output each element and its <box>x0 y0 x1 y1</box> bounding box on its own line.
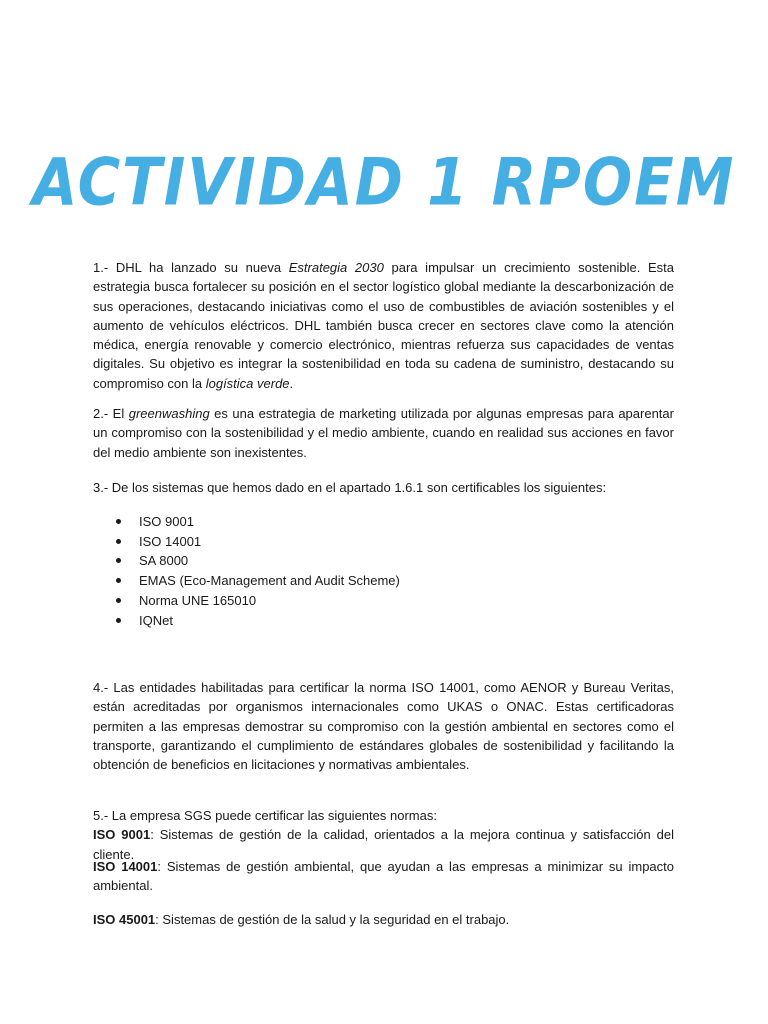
paragraph-2-emphasis-greenwashing: greenwashing <box>128 406 210 421</box>
paragraph-1-text-a: 1.- DHL ha lanzado su nueva <box>93 260 289 275</box>
norm-iso-14001 <box>93 857 674 896</box>
bullet-icon <box>116 618 121 623</box>
list-item-label: ISO 14001 <box>139 533 202 549</box>
paragraph-3: 3.- De los sistemas que hemos dado en el apartado 1.6.1 son certificables los siguientes: <box>93 480 607 495</box>
norm-description: : Sistemas de gestión de la calidad, orientados a la mejora continua y satisfacción del cliente. <box>93 827 674 862</box>
paragraph-5 <box>93 806 674 864</box>
list-item <box>115 512 400 532</box>
norm-description: : Sistemas de gestión de la salud y la seguridad en el trabajo. <box>155 912 510 927</box>
paragraph-2-text-a: 2.- El <box>93 406 129 421</box>
list-item <box>115 611 400 631</box>
norm-code: ISO 14001 <box>93 859 158 874</box>
list-item-label: IQNet <box>139 612 173 628</box>
bullet-icon <box>116 558 121 563</box>
paragraph-1-emphasis-green-logistics: logística verde <box>205 375 290 391</box>
paragraph-1-emphasis-strategy: Estrategia 2030 <box>288 260 384 275</box>
list-item <box>115 591 400 611</box>
bullet-icon <box>116 578 121 583</box>
paragraph-2-text-b: es una estrategia de marketing utilizada por algunas empresas para aparentar un compromiso con la sostenibilidad y el medio ambiente, cuando en realidad sus acciones en favor del medio ambiente son inexistentes. <box>93 406 674 460</box>
norm-description: : Sistemas de gestión ambiental, que ayudan a las empresas a minimizar su impacto ambiental. <box>93 859 675 894</box>
norm-iso-45001 <box>93 910 674 929</box>
paragraph-4: 4.- Las entidades habilitadas para certificar la norma ISO 14001, como AENOR y Bureau Veritas, están acreditadas por organismos internacionales como UKAS o ONAC. Estas certificadoras permiten a las empresas demostrar su compromiso con la gestión ambiental en sectores como el transporte, garantizando el cumplimiento de estándares globales de sostenibilidad y facilitando la obtención de beneficios en licitaciones y normativas ambientales. <box>93 680 674 773</box>
page-title: ACTIVIDAD 1 RPOEM <box>32 143 736 221</box>
paragraph-2 <box>93 404 674 462</box>
list-item-label: Norma UNE 165010 <box>139 592 257 608</box>
certifiable-systems-list <box>115 512 400 630</box>
list-item-label: EMAS (Eco-Management and Audit Scheme) <box>139 573 400 589</box>
list-item <box>115 532 400 552</box>
paragraph-1-text-b: para impulsar un crecimiento sostenible. Esta estrategia busca fortalecer su posición en el sector logístico global mediante la descarbonización de sus operaciones, destacando iniciativas como el uso de combustibles de aviación sostenibles y el aumento de vehículos eléctricos. DHL también busca crecer en sectores clave como la atención médica, energía renovable y comercio electrónico, mientras refuerza sus capacidades de ventas digitales. Su objetivo es integrar la sostenibilidad en toda su cadena de suministro, destacando su compromiso con la <box>93 260 674 391</box>
bullet-icon <box>116 539 121 544</box>
bullet-icon <box>116 519 121 524</box>
norm-code: ISO 9001 <box>93 827 151 843</box>
paragraph-1 <box>93 258 674 393</box>
bullet-icon <box>116 598 121 603</box>
norm-code: ISO 45001 <box>93 912 156 927</box>
paragraph-5-intro: 5.- La empresa SGS puede certificar las siguientes normas: <box>93 808 437 823</box>
list-item-label: SA 8000 <box>139 553 189 569</box>
paragraph-1-text-c: . <box>289 375 294 391</box>
list-item <box>115 571 400 591</box>
list-item <box>115 551 400 571</box>
list-item-label: ISO 9001 <box>139 514 194 529</box>
